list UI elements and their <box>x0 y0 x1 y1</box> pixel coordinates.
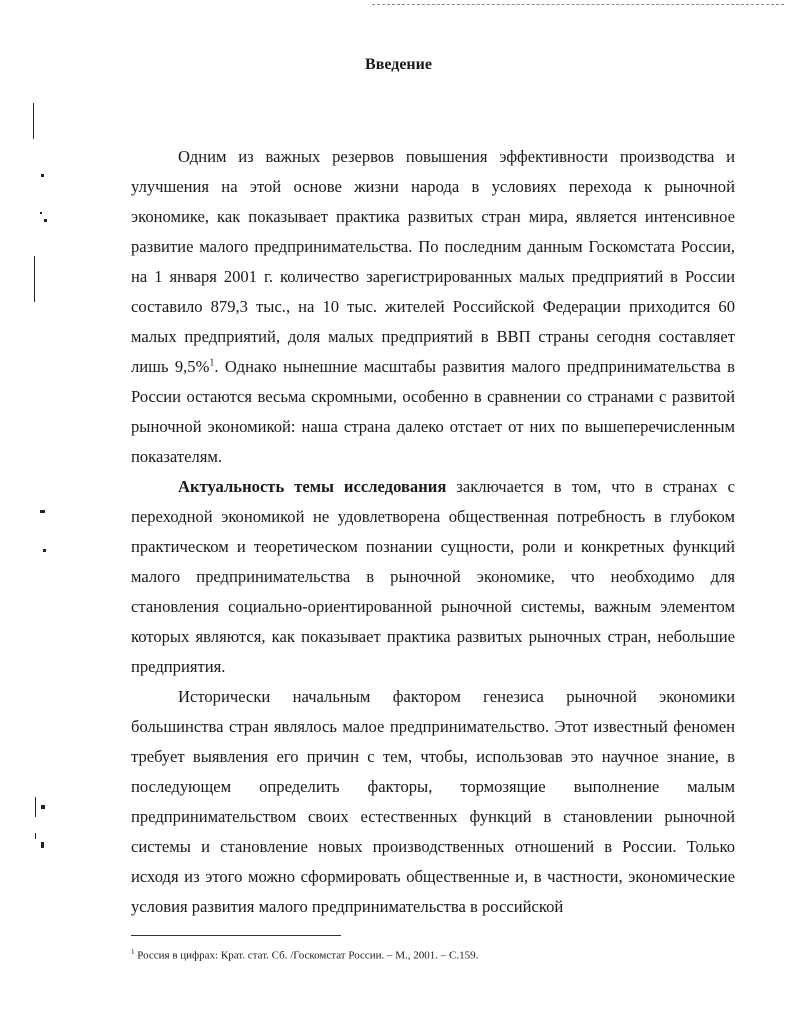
footnote-mark: 1 <box>131 948 135 956</box>
page-title: Введение <box>365 56 432 73</box>
scan-mark <box>40 510 45 513</box>
scan-mark <box>40 212 42 214</box>
scan-mark <box>41 842 44 848</box>
paragraph-history <box>131 682 735 922</box>
paragraph-text: . Однако нынешние масштабы развития малого предпринимательства в России остаются весьма скромными, особенно в сравнении со странами с развитой рыночной экономикой: наша страна далеко отстает от них по вышеперечисленным показателям. <box>131 357 735 466</box>
document-body <box>131 142 735 922</box>
footnote <box>131 945 751 963</box>
scan-mark <box>33 103 34 139</box>
scan-mark <box>43 549 46 552</box>
scan-mark <box>35 833 36 839</box>
paragraph-relevance <box>131 472 735 682</box>
paragraph-intro <box>131 142 735 472</box>
footnote-reference: 1 <box>209 357 215 369</box>
paragraph-text: Исторически начальным фактором генезиса рыночной экономики большинства стран являлось малое предпринимательство. Этот известный феномен требует выявления его причин с тем, чтобы, использовав это научное знание, в последующем определить факторы, тормозящие выполнение малым предпринимательством своих естественных функций в становлении рыночной системы и становление новых производственных отношений в России. Только исходя из этого можно сформировать общественные и, в частности, экономические условия развития малого предпринимательства в российской <box>131 687 735 916</box>
scan-mark <box>41 174 44 177</box>
scan-mark <box>44 219 47 222</box>
scan-edge-line <box>372 4 784 5</box>
paragraph-text: Одним из важных резервов повышения эффективности производства и улучшения на этой основе жизни народа в условиях перехода к рыночной экономике, как показывает практика развитых стран мира, является интенсивное развитие малого предпринимательства. По последним данным Госкомстата России, на 1 января 2001 г. количество зарегистрированных малых предприятий в России составило 879,3 тыс., на 10 тыс. жителей Российской Федерации приходится 60 малых предприятий, доля малых предприятий в ВВП страны сегодня составляет лишь 9,5% <box>131 147 735 376</box>
footnote-text: Россия в цифрах: Крат. стат. Сб. /Госкомстат России. – М., 2001. – С.159. <box>134 949 479 962</box>
footnote-separator <box>131 935 341 936</box>
scan-mark <box>41 805 45 809</box>
scan-mark <box>34 256 35 302</box>
paragraph-lead: Актуальность темы исследования <box>178 477 447 496</box>
scan-mark <box>35 797 36 817</box>
paragraph-text: заключается в том, что в странах с переходной экономикой не удовлетворена общественная потребность в глубоком практическом и теоретическом познании сущности, роли и конкретных функций малого предпринимательства в рыночной экономике, что необходимо для становления социально-ориентированной рыночной системы, важным элементом которых являются, как показывает практика развитых рыночных стран, небольшие предприятия. <box>131 477 735 676</box>
